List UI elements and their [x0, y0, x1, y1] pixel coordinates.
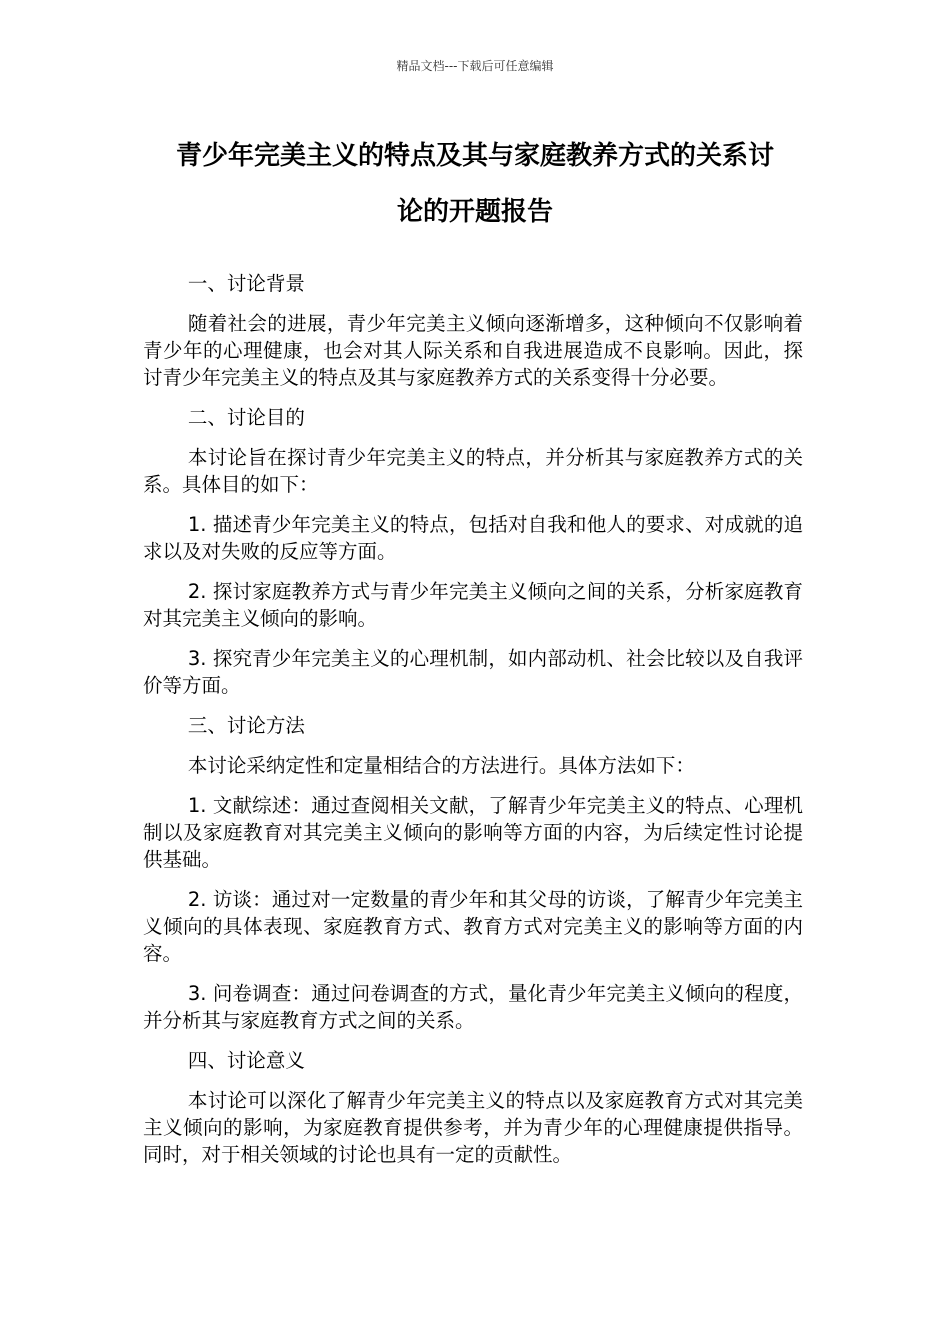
section-purpose — [143, 404, 803, 699]
title-line-2: 论的开题报告 — [396, 197, 553, 227]
paragraph: 随着社会的进展，青少年完美主义倾向逐渐增多，这种倾向不仅影响着青少年的心理健康，也会对其人际关系和自我进展造成不良影响。因此，探讨青少年完美主义的特点及其与家庭教养方式的关系变得十分必要。 — [143, 312, 803, 389]
list-item: 2. 探讨家庭教养方式与青少年完美主义倾向之间的关系，分析家庭教育对其完美主义倾向的影响。 — [143, 580, 803, 630]
section-heading: 二、讨论目的 — [187, 406, 305, 429]
paragraph: 本讨论可以深化了解青少年完美主义的特点以及家庭教育方式对其完美主义倾向的影响，为家庭教育提供参考，并为青少年的心理健康提供指导。同时，对于相关领域的讨论也具有一定的贡献性。 — [143, 1089, 803, 1166]
page-header: 精品文档---下载后可任意编辑 — [396, 59, 554, 73]
list-item: 3. 探究青少年完美主义的心理机制，如内部动机、社会比较以及自我评价等方面。 — [143, 647, 803, 697]
section-heading: 一、讨论背景 — [187, 272, 305, 295]
document-body — [143, 270, 803, 1181]
section-method — [143, 712, 803, 1034]
list-item: 2. 访谈：通过对一定数量的青少年和其父母的访谈，了解青少年完美主义倾向的具体表现、家庭教育方式、教育方式对完美主义的影响等方面的内容。 — [143, 888, 803, 965]
list-item: 1. 描述青少年完美主义的特点，包括对自我和他人的要求、对成就的追求以及对失败的反应等方面。 — [143, 513, 803, 563]
paragraph: 本讨论旨在探讨青少年完美主义的特点，并分析其与家庭教养方式的关系。具体目的如下： — [143, 446, 803, 496]
document-title — [140, 128, 810, 240]
list-item: 3. 问卷调查：通过问卷调查的方式，量化青少年完美主义倾向的程度，并分析其与家庭教育方式之间的关系。 — [143, 982, 803, 1032]
section-heading: 三、讨论方法 — [187, 714, 305, 737]
section-background — [143, 270, 803, 391]
paragraph: 本讨论采纳定性和定量相结合的方法进行。具体方法如下： — [187, 754, 695, 777]
section-heading: 四、讨论意义 — [187, 1049, 305, 1072]
title-line-1: 青少年完美主义的特点及其与家庭教养方式的关系讨 — [175, 141, 774, 171]
list-item: 1. 文献综述：通过查阅相关文献，了解青少年完美主义的特点、心理机制以及家庭教育对其完美主义倾向的影响等方面的内容，为后续定性讨论提供基础。 — [143, 794, 803, 871]
section-significance — [143, 1047, 803, 1168]
